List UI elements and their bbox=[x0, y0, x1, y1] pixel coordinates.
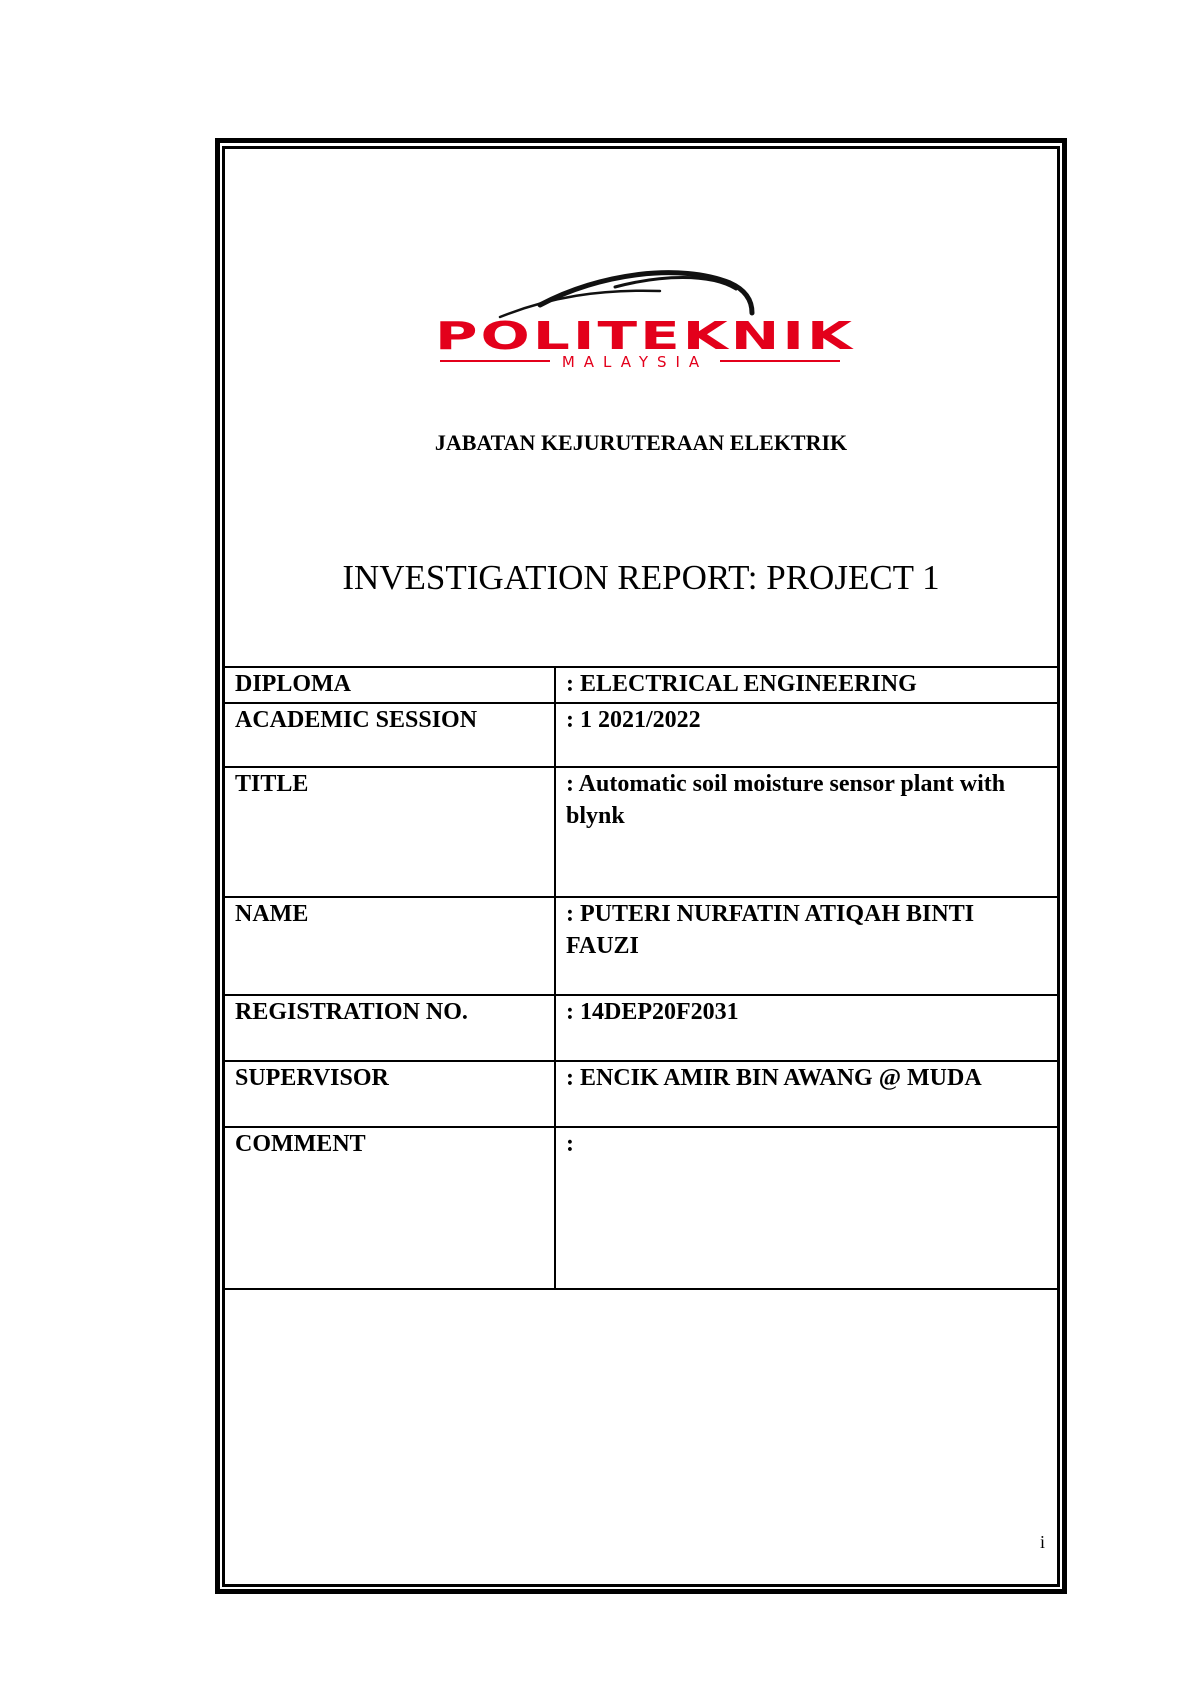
table-row bbox=[225, 1061, 1058, 1127]
row-value: : 1 2021/2022 bbox=[555, 703, 1058, 767]
politeknik-logo bbox=[430, 265, 860, 375]
row-value: : ELECTRICAL ENGINEERING bbox=[555, 667, 1058, 703]
info-table bbox=[225, 666, 1058, 1290]
page-number: i bbox=[1040, 1532, 1046, 1552]
row-label: TITLE bbox=[225, 767, 555, 897]
department-heading: JABATAN KEJURUTERAAN ELEKTRIK bbox=[434, 430, 848, 455]
row-label: DIPLOMA bbox=[225, 667, 555, 703]
row-value: : Automatic soil moisture sensor plant with blynk bbox=[555, 767, 1058, 897]
row-label: SUPERVISOR bbox=[225, 1061, 555, 1127]
row-value: : 14DEP20F2031 bbox=[555, 995, 1058, 1061]
report-title: INVESTIGATION REPORT: PROJECT 1 bbox=[342, 558, 940, 597]
table-row bbox=[225, 667, 1058, 703]
row-label: ACADEMIC SESSION bbox=[225, 703, 555, 767]
row-value: : PUTERI NURFATIN ATIQAH BINTI FAUZI bbox=[555, 897, 1058, 995]
table-row bbox=[225, 897, 1058, 995]
row-value: : ENCIK AMIR BIN AWANG @ MUDA bbox=[555, 1061, 1058, 1127]
row-label: COMMENT bbox=[225, 1127, 555, 1289]
logo-wordmark: POLITEKNIK bbox=[435, 314, 855, 358]
row-label: NAME bbox=[225, 897, 555, 995]
table-row bbox=[225, 703, 1058, 767]
table-row bbox=[225, 995, 1058, 1061]
table-row bbox=[225, 767, 1058, 897]
table-row bbox=[225, 1127, 1058, 1289]
logo-subtext: MALAYSIA bbox=[561, 353, 709, 371]
row-value: : bbox=[555, 1127, 1058, 1289]
row-label: REGISTRATION NO. bbox=[225, 995, 555, 1061]
